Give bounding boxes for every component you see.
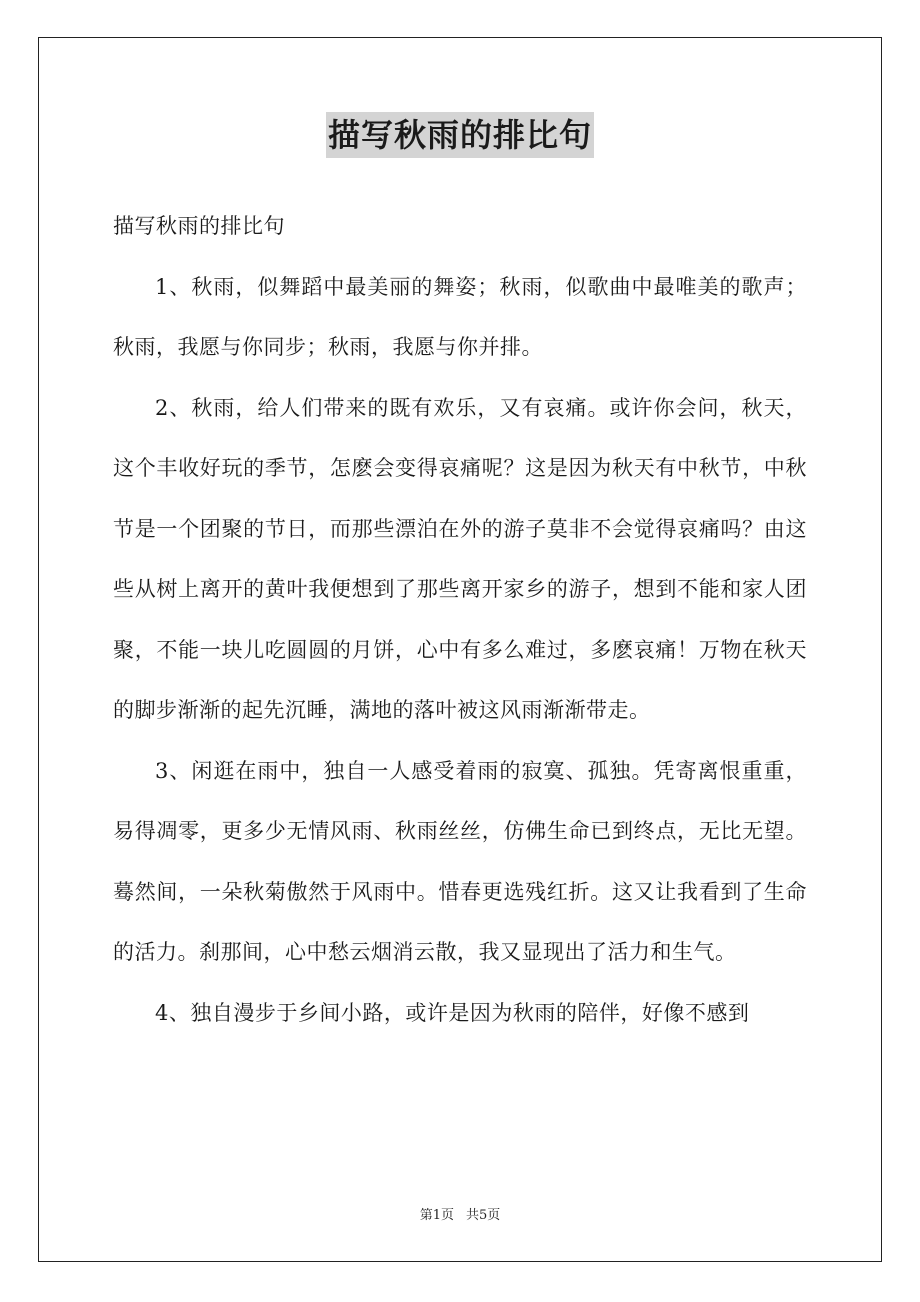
title-container (0, 112, 920, 158)
paragraph-1: 1、秋雨，似舞蹈中最美丽的舞姿；秋雨，似歌曲中最唯美的歌声；秋雨，我愿与你同步；秋雨，我愿与你并排。 (113, 274, 807, 359)
document-body (113, 196, 807, 1043)
document-title: 描写秋雨的排比句 (326, 112, 594, 158)
paragraph-3: 3、闲逛在雨中，独自一人感受着雨的寂寞、孤独。凭寄离恨重重，易得凋零，更多少无情风雨、秋雨丝丝，仿佛生命已到终点，无比无望。蓦然间，一朵秋菊傲然于风雨中。惜春更选残红折。这又让我看到了生命的活力。刹那间，心中愁云烟消云散，我又显现出了活力和生气。 (113, 758, 807, 964)
paragraph-4: 4、独自漫步于乡间小路，或许是因为秋雨的陪伴，好像不感到 (155, 1000, 750, 1025)
page-footer (0, 1206, 920, 1226)
page-number: 第1页 (419, 1208, 454, 1223)
document-subtitle: 描写秋雨的排比句 (113, 214, 285, 238)
paragraph-2: 2、秋雨，给人们带来的既有欢乐，又有哀痛。或许你会问，秋天，这个丰收好玩的季节，怎麽会变得哀痛呢？这是因为秋天有中秋节，中秋节是一个团聚的节日，而那些漂泊在外的游子莫非不会觉得哀痛吗？由这些从树上离开的黄叶我便想到了那些离开家乡的游子，想到不能和家人团聚，不能一块儿吃圆圆的月饼，心中有多么难过，多麽哀痛！万物在秋天的脚步渐渐的起先沉睡，满地的落叶被这风雨渐渐带走。 (113, 395, 807, 722)
page-total: 共5页 (466, 1208, 501, 1223)
